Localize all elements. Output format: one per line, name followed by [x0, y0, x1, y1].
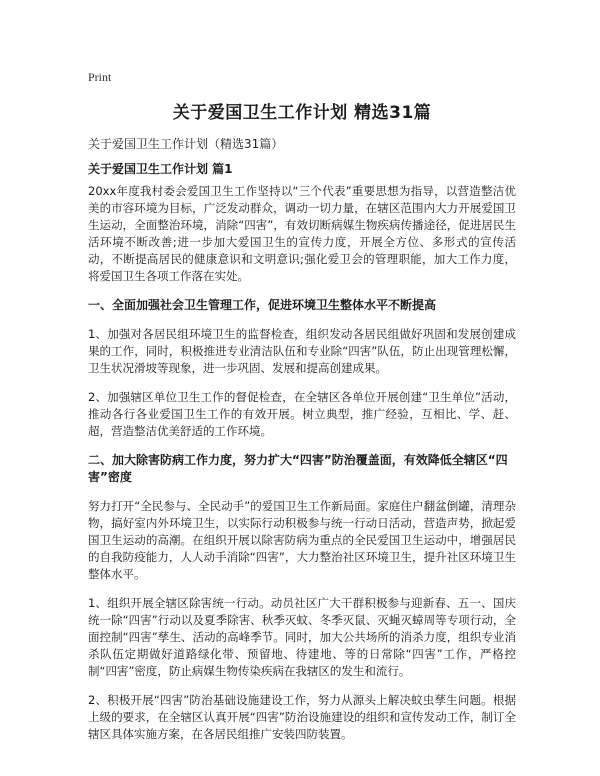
- print-link[interactable]: Print: [88, 70, 112, 84]
- document-body: [88, 183, 516, 755]
- heading-part-one: 一、全面加强社会卫生管理工作，促进环境卫生整体水平不断提高: [88, 298, 437, 312]
- intro-paragraph: 20xx年度我村委会爱国卫生工作坚持以“三个代表”重要思想为指导，以营造整洁优美的市容环境为目标，广泛发动群众，调动一切力量，在辖区范围内大力开展爱国卫生运动，全面整治环境，消除“四害”，有效切断病媒生物疾病传播途径，促进居民生活环境不断改善;进一步加大爱国卫生的宣传力度，开展全方位、多形式的宣传活动，不断提高居民的健康意识和文明意识;强化爱卫会的管理职能，加大工作力度，将爱国卫生各项工作落在实处。: [88, 184, 516, 283]
- paragraph-item-2: 2、加强辖区单位卫生工作的督促检查，在全辖区各单位开展创建“卫生单位”活动，推动各行各业爱国卫生工作的有效开展。树立典型，推广经验，互相比、学、赶、超，营造整洁优美舒适的工作环境。: [88, 390, 516, 438]
- heading-part-two: 二、加大除害防病工作力度，努力扩大“四害”防治覆盖面，有效降低全辖区“四害”密度: [88, 453, 508, 484]
- document-subtitle: 关于爱国卫生工作计划（精选31篇）: [88, 137, 284, 151]
- paragraph-infrastructure: 2、积极开展“四害”防治基础设施建设工作，努力从源头上解决蚊虫孳生问题。根据上级的要求，在全辖区认真开展“四害”防治设施建设的组织和宣传发动工作，制订全辖区具体实施方案，在各居民组推广安装四防装置。: [88, 693, 516, 741]
- paragraph-campaign: 努力打开“全民参与、全民动手”的爱国卫生工作新局面。家庭住户翻盆倒罐，清理杂物，搞好室内外环境卫生，以实际行动积极参与统一行动日活动，营造声势，掀起爱国卫生运动的高潮。在组织开展以除害防病为重点的全民爱国卫生运动中，增强居民的自我防疫能力，人人动手消除“四害”，大力整治社区环境卫生，提升社区环境卫生整体水平。: [88, 499, 516, 581]
- paragraph-unified-action: 1、组织开展全辖区除害统一行动。动员社区广大干群积极参与迎新春、五一、国庆统一除“四害”行动以及夏季除害、秋季灭蚊、冬季灭鼠、灭蝇灭蟑周等专项行动，全面控制“四害”孳生、活动的高峰季节。同时，加大公共场所的消杀力度，组织专业消杀队伍定期做好道路绿化带、预留地、待建地、等的日常除“四害”工作，严格控制“四害”密度，防止病媒生物传染疾病在我辖区的发生和流行。: [88, 596, 516, 678]
- page-title: 关于爱国卫生工作计划 精选31篇: [172, 103, 432, 123]
- paragraph-item-1: 1、加强对各居民组环境卫生的监督检查，组织发动各居民组做好巩固和发展创建成果的工作，同时，积极推进专业清洁队伍和专业除“四害”队伍，防止出现管理松懈，卫生状况滑坡等现象，进一步巩固、发展和提高创建成果。: [88, 327, 516, 375]
- section-heading: 关于爱国卫生工作计划 篇1: [88, 162, 233, 176]
